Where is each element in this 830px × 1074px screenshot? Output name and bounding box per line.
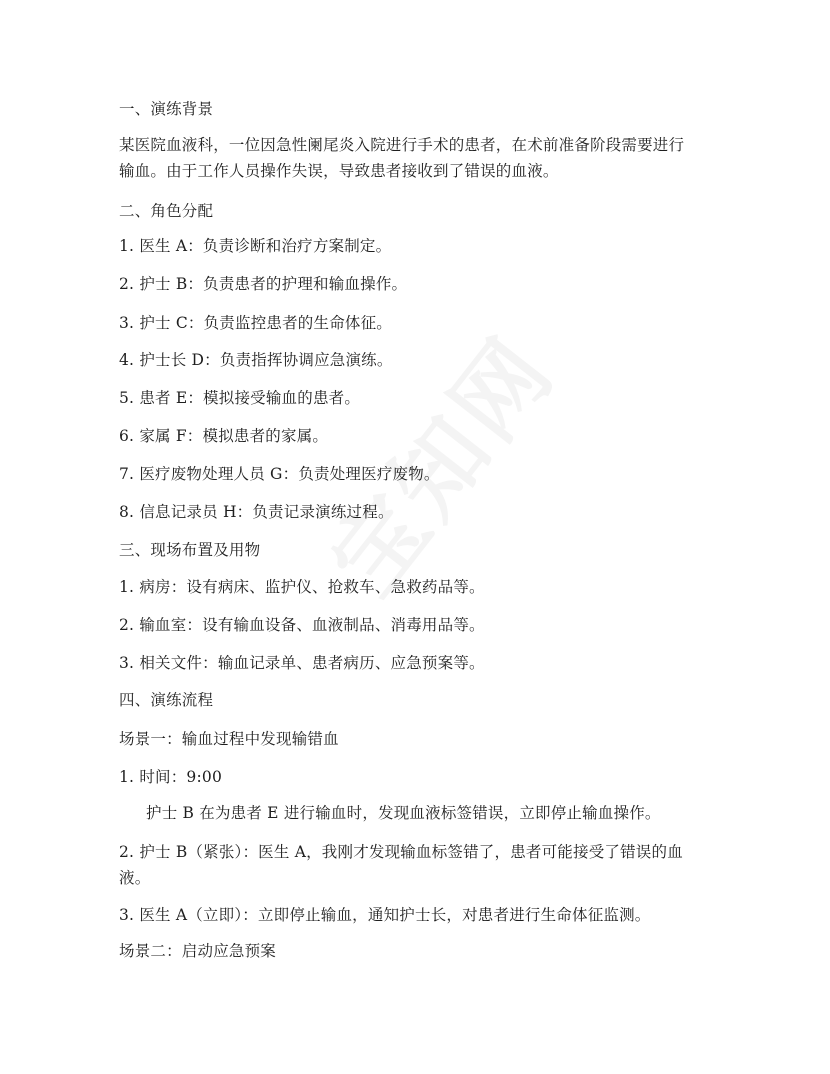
role-item: 5. 患者 E：模拟接受输血的患者。 — [119, 389, 361, 407]
section-heading-background: 一、演练背景 — [119, 100, 214, 118]
section-heading-roles: 二、角色分配 — [119, 202, 214, 220]
scene1-item2-line-2: 液。 — [119, 869, 151, 887]
role-item: 3. 护士 C：负责监控患者的生命体征。 — [119, 314, 393, 332]
setup-item: 1. 病房：设有病床、监护仪、抢救车、急救药品等。 — [119, 578, 485, 596]
section-heading-procedure: 四、演练流程 — [119, 691, 214, 709]
background-paragraph-line-2: 输血。由于工作人员操作失误，导致患者接收到了错误的血液。 — [119, 162, 559, 180]
scene1-time: 1. 时间：9:00 — [119, 768, 223, 786]
role-item: 6. 家属 F：模拟患者的家属。 — [119, 427, 329, 445]
role-item: 1. 医生 A：负责诊断和治疗方案制定。 — [119, 237, 392, 255]
role-item: 7. 医疗废物处理人员 G：负责处理医疗废物。 — [119, 465, 440, 483]
setup-item: 3. 相关文件：输血记录单、患者病历、应急预案等。 — [119, 654, 485, 672]
role-item: 8. 信息记录员 H：负责记录演练过程。 — [119, 503, 394, 521]
background-paragraph-line-1: 某医院血液科，一位因急性阑尾炎入院进行手术的患者，在术前准备阶段需要进行 — [119, 136, 685, 154]
scene-heading-2: 场景二：启动应急预案 — [119, 942, 277, 960]
setup-item: 2. 输血室：设有输血设备、血液制品、消毒用品等。 — [119, 616, 485, 634]
section-heading-setup: 三、现场布置及用物 — [119, 541, 261, 559]
role-item: 2. 护士 B：负责患者的护理和输血操作。 — [119, 275, 408, 293]
role-item: 4. 护士长 D：负责指挥协调应急演练。 — [119, 351, 393, 369]
scene-heading-1: 场景一：输血过程中发现输错血 — [119, 730, 339, 748]
scene1-item2-line-1: 2. 护士 B（紧张）：医生 A，我刚才发现输血标签错了，患者可能接受了错误的血 — [119, 843, 683, 861]
scene1-time-description: 护士 B 在为患者 E 进行输血时，发现血液标签错误，立即停止输血操作。 — [146, 804, 661, 822]
scene1-item3: 3. 医生 A（立即）：立即停止输血，通知护士长，对患者进行生命体征监测。 — [119, 906, 651, 924]
